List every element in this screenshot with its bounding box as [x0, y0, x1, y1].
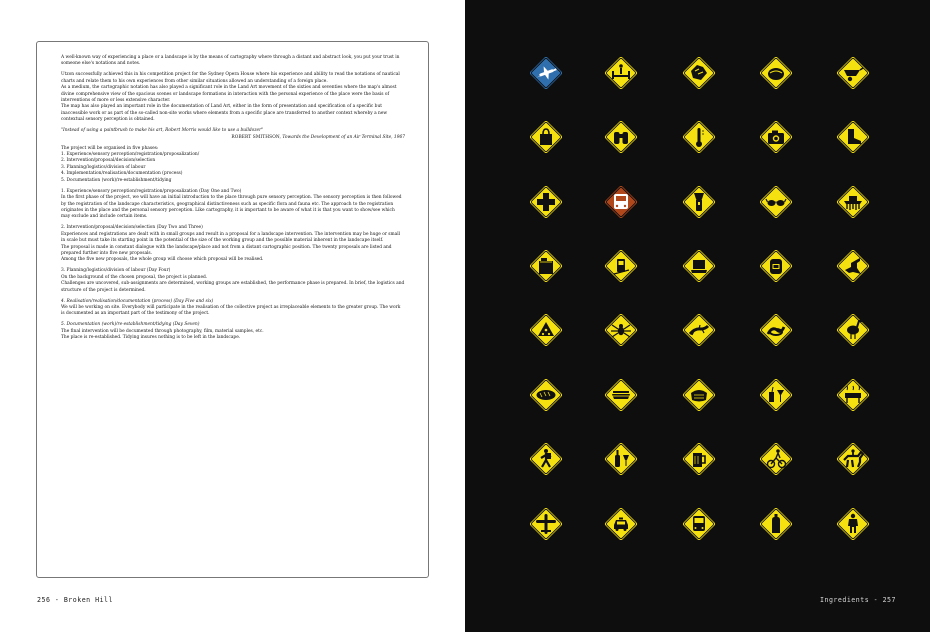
section-text: Experiences and registrations are dealt with in small groups and result in a proposal for a landscape intervention. The intervention may be huge or small in scale but must take its starting point in the potential of the size of the working group and the possible material inherent in the landscape itself. — [61, 231, 401, 244]
barbecue-icon — [833, 375, 873, 415]
horse-rider-icon — [833, 439, 873, 479]
water-bottle-icon — [756, 504, 796, 544]
tree-stump-icon — [833, 182, 873, 222]
phase-item: 4. Implementation/realisation/documentation (process) — [61, 171, 183, 177]
phase-item: 5. Documentation (work)/re-establishment/tidying — [61, 177, 172, 183]
text-card — [36, 41, 429, 578]
rocks-icon — [679, 53, 719, 93]
spider-icon — [601, 310, 641, 350]
phases-intro: The project will be organised in five phases: — [61, 145, 159, 151]
boot-icon — [833, 117, 873, 157]
section-text: Challenges are uncovered, sub-assignments are determined, working groups are established, the performance phase is prepared. In brief, the logistics and structure of the project is determined. — [61, 281, 405, 293]
section-text: We will be working on site. Everybody will participate in the realisation of the collective project as irreplaceable elements to the greater group. The work is documented as an important part of the testimony of the project. — [61, 304, 401, 317]
sandwich-icon — [601, 375, 641, 415]
laptop-icon — [679, 246, 719, 286]
hiker-icon — [526, 439, 566, 479]
thermometer-icon — [679, 117, 719, 157]
quote-author: ROBERT SMITHSON, — [231, 134, 281, 140]
paragraph: Utzon successfully achieved this in his competition project for the Sydney Opera House where his experience and ability to read the notations of nautical charts and relate them to his own experiences from other similar situations allowed an understanding of a foreign place. — [61, 72, 400, 84]
paragraph: As a medium, the cartographic notation has also played a significant role in the Land Art movement of the sixties and seventies where the map's almost divine comprehensive view of the spacious scenes or landscape formations in interaction with the personal experience of the place were the basis of interventions of more or less extensive character. — [61, 85, 397, 104]
section-heading: 3. Planning/logistics/division of labour (Day Four) — [61, 268, 171, 274]
taxi-icon — [601, 504, 641, 544]
snake-icon — [756, 310, 796, 350]
binoculars-icon — [601, 117, 641, 157]
section-text: On the background of the chosen proposal, the project is planned. — [61, 274, 208, 280]
section-text: Among the five new proposals, the whole group will choose which proposal will be realised. — [61, 257, 264, 263]
backpack-icon — [756, 246, 796, 286]
paragraph: The map has also played an important role in the documentation of Land Art, either in the form of presentation and specification of a specific but inaccessible work or as part of the so-called non-site works where elements from a specific place are transferred to another context whereby a new contextual sensory perception is obtained. — [61, 104, 388, 123]
section-heading: 4. Realisation/realisation/documentation (process) (Day Five and six) — [61, 298, 214, 304]
phase-item: 3. Planning/logistics/division of labour — [61, 164, 146, 170]
quote-work: Towards the Development of an Air Terminal Site, 1967 — [282, 134, 405, 140]
quote: "Instead of using a paintbrush to make his art, Robert Morris would like to use a bulldozer" — [61, 128, 264, 134]
drinks-icon — [756, 375, 796, 415]
pedestrian-bridge-icon — [601, 53, 641, 93]
flashlight-icon — [679, 182, 719, 222]
gps-device-icon — [601, 246, 641, 286]
phase-item: 2. Intervention/proposal/decision/selection — [61, 158, 156, 164]
bread-loaf-icon — [526, 375, 566, 415]
camera-icon — [756, 117, 796, 157]
section-heading: 2. Intervention/proposal/decision/selection (Day Two and Three) — [61, 225, 203, 231]
bus-icon — [601, 182, 641, 222]
section-text: The proposal is made in constant dialogue with the landscape/place and not from a distant cartographic position. The twenty proposals are listed and prepared further into five new proposals. — [61, 244, 392, 256]
worker-icon — [833, 504, 873, 544]
intro-paragraphs — [61, 55, 405, 124]
kangaroo-icon — [833, 246, 873, 286]
phases-list — [61, 152, 405, 184]
boulder-icon — [756, 53, 796, 93]
section-text: The final intervention will be documented through photography, film, material samples, etc. — [61, 328, 264, 334]
sunglasses-icon — [756, 182, 796, 222]
folio-left: 256 - Broken Hill — [37, 596, 113, 604]
airplane-icon — [526, 53, 566, 93]
phase-sections — [61, 184, 405, 342]
wine-bottle-icon — [601, 439, 641, 479]
steak-icon — [679, 375, 719, 415]
section-text: The place is re-established. Tidying insures nothing is to be left in the landscape. — [61, 335, 241, 341]
section-text: In the first phase of the project, we will have an initial introduction to the place through pure sensory perception. The sensory perception is then followed by the registration of the landscape characteristics, geographical distinctiveness such as specific flora and fauna etc. The approach to the registration originates in the place and the personal sensory perception. Like cartography, it is important to be aware of what it is that you want to show/see which may exclude and include certain items. — [61, 195, 402, 220]
wheelbarrow-icon — [833, 53, 873, 93]
first-aid-cross-icon — [526, 182, 566, 222]
beer-mug-icon — [679, 439, 719, 479]
coach-bus-icon — [679, 504, 719, 544]
shopping-bag-icon — [526, 117, 566, 157]
sign-grid — [465, 0, 930, 632]
phase-item: 1. Experience/sensory perception/registration/proposalization/ — [61, 152, 200, 158]
pizza-slice-icon — [526, 310, 566, 350]
lizard-icon — [679, 310, 719, 350]
section-heading: 1. Experience/sensory perception/registration/proposalization (Day One and Two) — [61, 188, 242, 194]
cyclist-icon — [756, 439, 796, 479]
small-plane-icon — [526, 504, 566, 544]
folio-right: Ingredients - 257 — [820, 596, 896, 604]
fuel-can-icon — [526, 246, 566, 286]
paragraph: A well-known way of experiencing a place or a landscape is by the means of cartography where through a distant and abstract look, you put your trust in someone else's notations and notes. — [61, 55, 400, 67]
section-heading: 5. Documentation (work)/re-establishment/tidying (Day Seven) — [61, 322, 200, 328]
right-page — [465, 0, 930, 632]
emu-icon — [833, 310, 873, 350]
